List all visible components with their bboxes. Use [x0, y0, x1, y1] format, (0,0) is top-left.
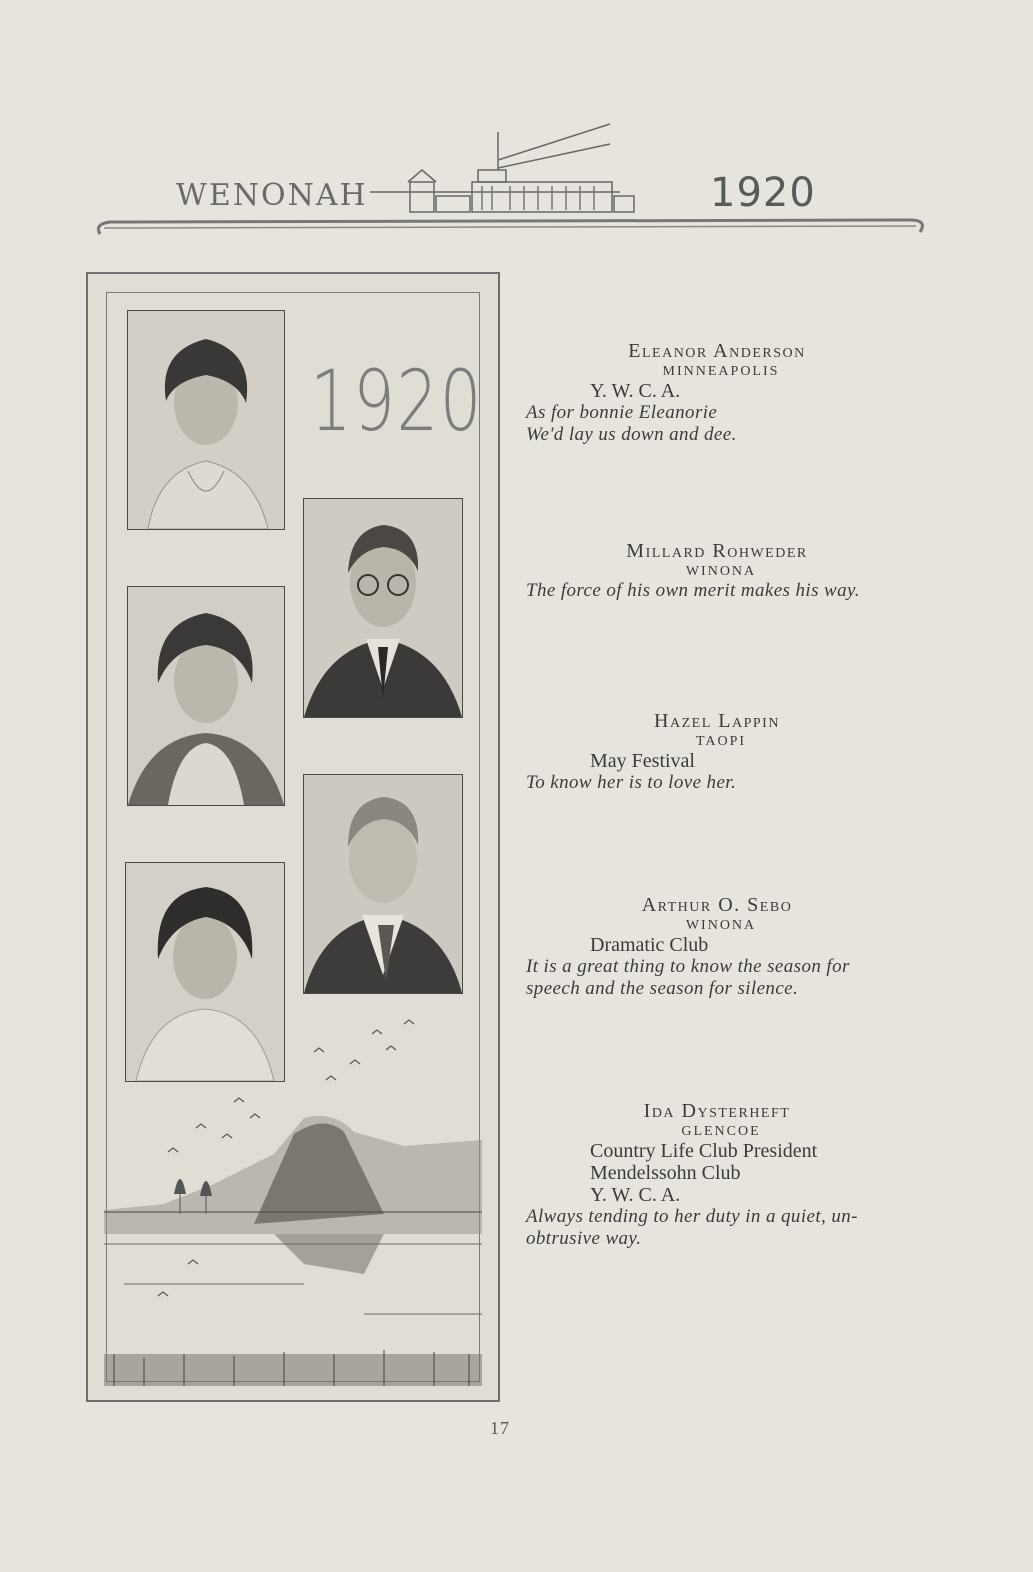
student-activity: Y. W. C. A.: [590, 380, 681, 402]
portrait-photo-arthur-o-sebo: [303, 774, 463, 994]
senior-entry: [526, 894, 916, 1000]
landscape-illustration: [104, 1014, 482, 1386]
student-quote-line: It is a great thing to know the season for: [526, 956, 850, 977]
student-activity: Y. W. C. A.: [590, 1184, 681, 1206]
student-quote-line: As for bonnie Eleanorie: [526, 402, 718, 423]
student-activity: Country Life Club President: [590, 1140, 818, 1162]
senior-entry: [526, 540, 916, 602]
student-hometown: MINNEAPOLIS: [662, 364, 780, 379]
senior-entry: [526, 710, 916, 794]
student-quote-line: To know her is to love her.: [526, 772, 737, 793]
portrait-photo-millard-rohweder: [303, 498, 463, 718]
senior-entry: [526, 340, 916, 446]
student-hometown: GLENCOE: [681, 1124, 761, 1139]
student-quote-line: The force of his own merit makes his way.: [526, 580, 860, 601]
student-quote-line: speech and the season for silence.: [526, 978, 799, 999]
student-activity: Mendelssohn Club: [590, 1162, 741, 1184]
student-quote-line: We'd lay us down and dee.: [526, 424, 737, 445]
student-hometown: WINONA: [685, 564, 757, 579]
student-activity: Dramatic Club: [590, 934, 709, 956]
student-hometown: WINONA: [685, 918, 757, 933]
student-name: Ida Dysterheft: [643, 1100, 791, 1122]
student-activity: May Festival: [590, 750, 695, 772]
senior-entry: [526, 1100, 916, 1250]
student-name: Millard Rohweder: [626, 540, 808, 562]
yearbook-title: WENONAH: [176, 178, 368, 213]
page-header: [90, 120, 930, 250]
student-quote-line: Always tending to her duty in a quiet, un-: [526, 1206, 858, 1227]
header-year: 1920: [710, 170, 816, 216]
student-quote-line: obtrusive way.: [526, 1228, 642, 1249]
portrait-photo-hazel-lappin: [127, 586, 285, 806]
student-name: Arthur O. Sebo: [641, 894, 793, 916]
student-name: Eleanor Anderson: [628, 340, 806, 362]
portrait-photo-eleanor-anderson: [127, 310, 285, 530]
student-hometown: TAOPI: [695, 734, 747, 749]
page-number: 17: [490, 1418, 510, 1438]
panel-year: 1920: [310, 352, 483, 450]
photo-panel: [86, 272, 500, 1402]
student-name: Hazel Lappin: [654, 710, 780, 732]
